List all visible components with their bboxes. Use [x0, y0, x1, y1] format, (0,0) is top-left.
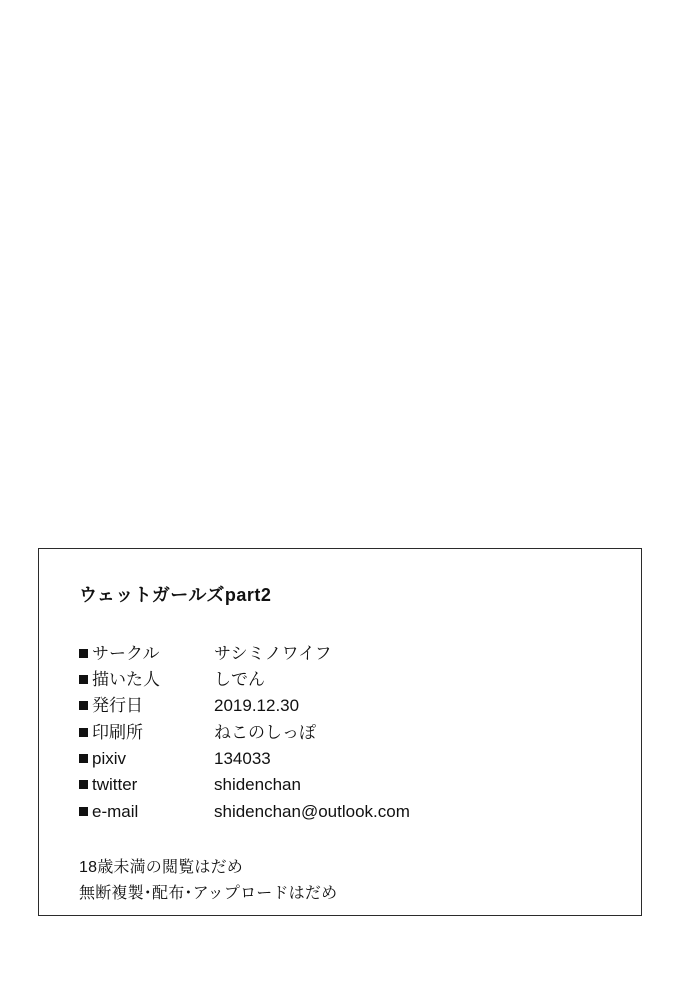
credit-row — [79, 641, 617, 667]
square-bullet-icon — [79, 807, 88, 816]
credits-list — [79, 641, 617, 825]
square-bullet-icon — [79, 754, 88, 763]
credit-row — [79, 667, 617, 693]
credit-row — [79, 720, 617, 746]
notice-line: 無断複製･配布･アップロードはだめ — [79, 884, 338, 902]
credit-value: shidenchan@outlook.com — [214, 801, 410, 821]
credit-label: pixiv — [92, 748, 127, 768]
credit-label: twitter — [92, 775, 138, 795]
credit-row — [79, 799, 617, 825]
notices-block — [79, 855, 617, 906]
square-bullet-icon — [79, 701, 88, 710]
credit-value: しでん — [214, 669, 265, 689]
credit-row — [79, 772, 617, 798]
notice-line: 18歳未満の閲覧はだめ — [79, 859, 243, 876]
square-bullet-icon — [79, 649, 88, 658]
credit-label: 描いた人 — [92, 669, 160, 689]
page-title: ウェットガールズpart2 — [79, 585, 272, 605]
credit-label: サークル — [92, 643, 160, 663]
credit-label: 印刷所 — [92, 722, 143, 742]
credit-value: ねこのしっぽ — [214, 722, 316, 742]
square-bullet-icon — [79, 728, 88, 737]
credit-value: 2019.12.30 — [214, 696, 300, 716]
credit-value: サシミノワイフ — [214, 643, 332, 663]
credit-row — [79, 693, 617, 719]
square-bullet-icon — [79, 780, 88, 789]
square-bullet-icon — [79, 675, 88, 684]
credit-label: 発行日 — [92, 696, 143, 716]
colophon-box — [38, 548, 642, 916]
credit-label: e-mail — [92, 801, 139, 821]
credit-row — [79, 746, 617, 772]
colophon-content — [79, 585, 617, 906]
credit-value: 134033 — [214, 748, 271, 768]
credit-value: shidenchan — [214, 775, 301, 795]
